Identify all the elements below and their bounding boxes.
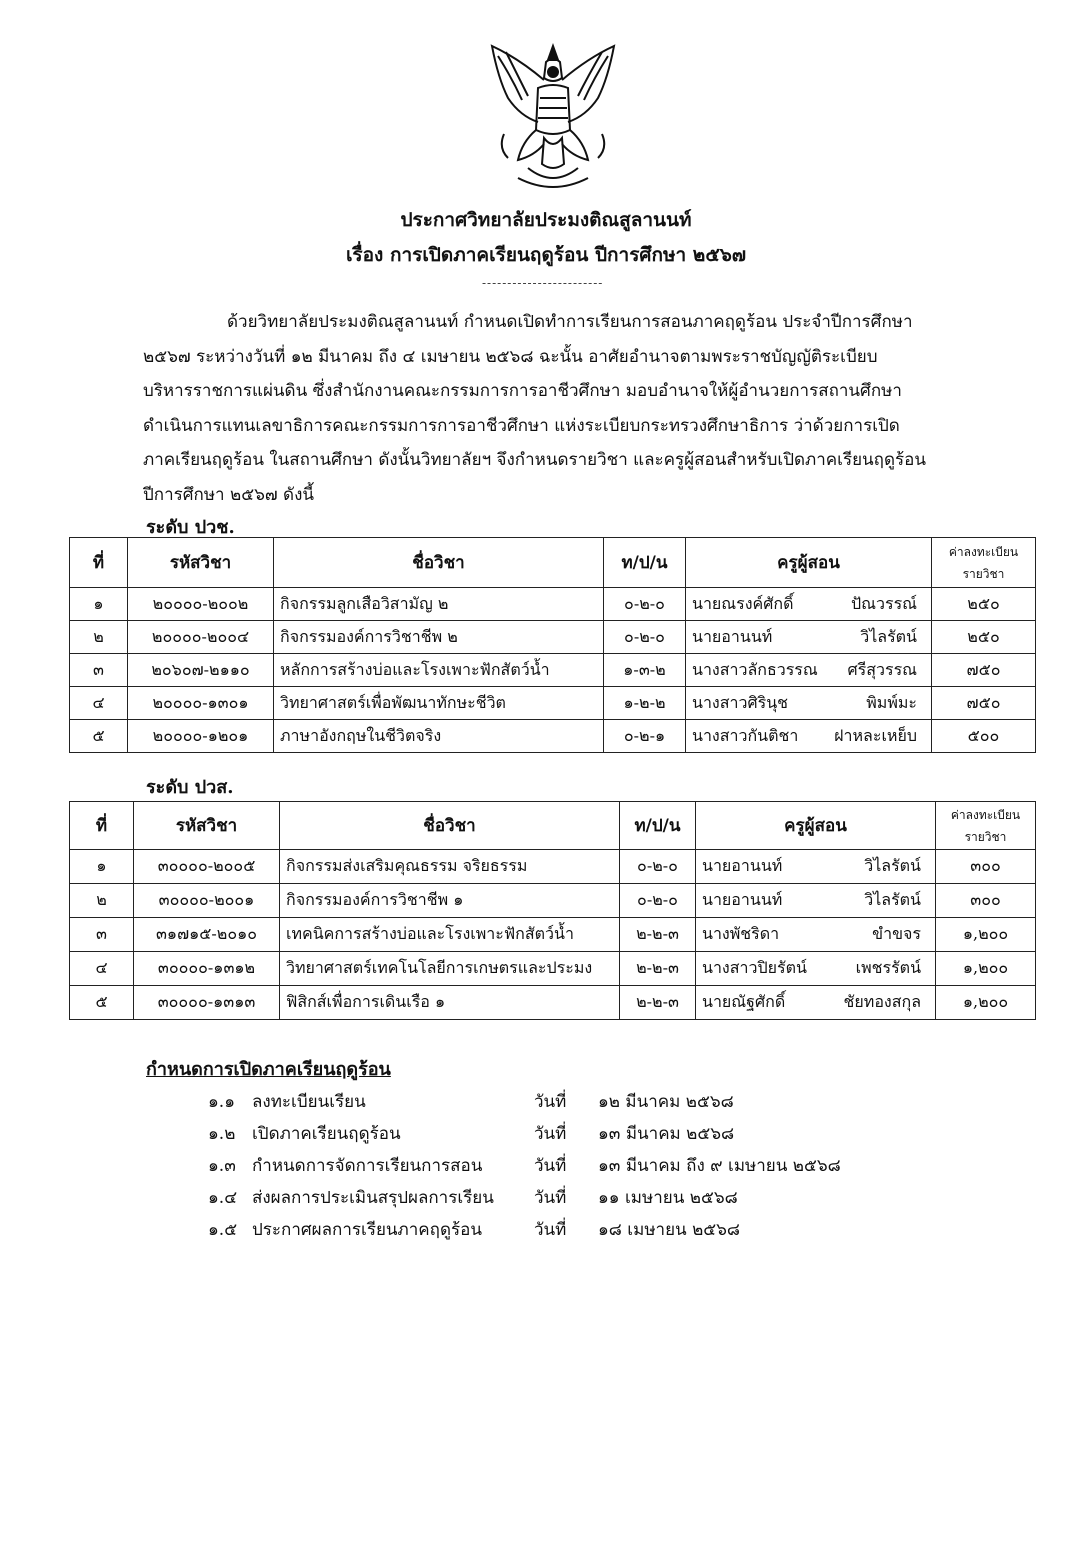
teacher-first-name: นางพัชริดา <box>702 924 780 943</box>
course-name: วิทยาศาสตร์เพื่อพัฒนาทักษะชีวิต <box>274 687 604 720</box>
col-tpn: ท/ป/น <box>604 538 686 588</box>
schedule-item-day-word: วันที่ <box>534 1124 567 1144</box>
table-header-row <box>70 802 1036 850</box>
teacher-first-name: นางสาวลักธวรรณ <box>692 659 818 679</box>
col-code: รหัสวิชา <box>128 538 274 588</box>
course-fee: ๓๐๐ <box>936 884 1036 918</box>
teacher-first-name: นางสาวกันติชา <box>692 725 799 745</box>
schedule-item-label: กำหนดการจัดการเรียนการสอน <box>252 1156 483 1176</box>
teacher-name <box>696 952 936 986</box>
schedule-item-label: ส่งผลการประเมินสรุปผลการเรียน <box>252 1188 494 1208</box>
table-row <box>70 918 1036 952</box>
course-code: ๓๐๐๐๐-๒๐๐๕ <box>134 850 280 884</box>
schedule-item-day-word: วันที่ <box>534 1092 567 1112</box>
teacher-name <box>696 918 936 952</box>
teacher-name <box>686 687 932 720</box>
highvoc-level-label: ระดับ ปวส. <box>146 777 234 798</box>
course-code: ๒๐๐๐๐-๑๒๐๑ <box>128 720 274 753</box>
col-name: ชื่อวิชา <box>274 538 604 588</box>
teacher-first-name: นายอานนท์ <box>692 626 773 646</box>
teacher-last-name: ศรีสุวรรณ <box>847 659 917 679</box>
teacher-name <box>696 884 936 918</box>
teacher-first-name: นายณัฐศักดิ์ <box>702 992 786 1011</box>
course-fee: ๑,๒๐๐ <box>936 918 1036 952</box>
teacher-first-name: นายอานนท์ <box>702 856 783 875</box>
course-code: ๓๐๐๐๐-๒๐๐๑ <box>134 884 280 918</box>
schedule-item-day-word: วันที่ <box>534 1156 567 1176</box>
course-fee: ๒๕๐ <box>932 621 1036 654</box>
course-fee: ๗๕๐ <box>932 687 1036 720</box>
course-tpn: ๑-๓-๒ <box>604 654 686 687</box>
table-row <box>70 850 1036 884</box>
schedule-item-number: ๑.๑ <box>208 1092 235 1112</box>
announcement-body <box>143 305 963 512</box>
col-teacher: ครูผู้สอน <box>686 538 932 588</box>
body-line: ดำเนินการแทนเลขาธิการคณะกรรมการการอาชีวศึกษา แห่งระเบียบกระทรวงศึกษาธิการ ว่าด้วยการเปิด <box>143 415 900 436</box>
row-number: ๑ <box>70 850 134 884</box>
body-line: ภาคเรียนฤดูร้อน ในสถานศึกษา ดังนั้นวิทยาลัยฯ จึงกำหนดรายวิชา และครูผู้สอนสำหรับเปิดภาคเรียนฤดูร้อน <box>143 450 926 470</box>
course-name: กิจกรรมลูกเสือวิสามัญ ๒ <box>274 588 604 621</box>
table-row <box>70 884 1036 918</box>
table-row <box>70 986 1036 1020</box>
teacher-name <box>696 986 936 1020</box>
row-number: ๔ <box>70 952 134 986</box>
teacher-last-name: ชัยทองสกุล <box>843 992 921 1011</box>
table-row <box>70 952 1036 986</box>
table-row <box>70 720 1036 753</box>
teacher-last-name: ฝาหละเหย็บ <box>834 725 917 745</box>
course-tpn: ๒-๒-๓ <box>620 918 696 952</box>
course-tpn: ๒-๒-๓ <box>620 952 696 986</box>
course-tpn: ๐-๒-๐ <box>620 850 696 884</box>
course-name: หลักการสร้างบ่อและโรงเพาะฟักสัตว์น้ำ <box>274 654 604 687</box>
course-fee: ๑,๒๐๐ <box>936 986 1036 1020</box>
announcement-subject: เรื่อง การเปิดภาคเรียนฤดูร้อน ปีการศึกษา ๒๕๖๗ <box>345 244 747 266</box>
course-fee: ๑,๒๐๐ <box>936 952 1036 986</box>
schedule-item-number: ๑.๒ <box>208 1124 236 1144</box>
title-divider: ------------------------ <box>482 276 604 290</box>
course-name: วิทยาศาสตร์เทคโนโลยีการเกษตรและประมง <box>280 952 620 986</box>
col-fee: ค่าลงทะเบียน รายวิชา <box>936 802 1036 850</box>
teacher-last-name: เพชรรัตน์ <box>855 958 921 977</box>
course-code: ๓๐๐๐๐-๑๓๑๒ <box>134 952 280 986</box>
table-row <box>70 687 1036 720</box>
course-name: เทคนิคการสร้างบ่อและโรงเพาะฟักสัตว์น้ำ <box>280 918 620 952</box>
course-fee: ๗๕๐ <box>932 654 1036 687</box>
teacher-name <box>686 588 932 621</box>
schedule-item-date: ๑๘ เมษายน ๒๕๖๘ <box>598 1220 741 1240</box>
course-tpn: ๐-๒-๑ <box>604 720 686 753</box>
schedule-item-label: ประกาศผลการเรียนภาคฤดูร้อน <box>252 1220 482 1240</box>
schedule-item-number: ๑.๔ <box>208 1188 238 1208</box>
teacher-last-name: วิไลรัตน์ <box>864 856 921 875</box>
schedule-item-label: ลงทะเบียนเรียน <box>252 1092 366 1112</box>
teacher-name <box>696 850 936 884</box>
course-fee: ๓๐๐ <box>936 850 1036 884</box>
teacher-first-name: นางสาวศิรินุช <box>692 692 789 712</box>
schedule-item-number: ๑.๓ <box>208 1156 236 1176</box>
body-line: ๒๕๖๗ ระหว่างวันที่ ๑๒ มีนาคม ถึง ๔ เมษายน ๒๕๖๘ ฉะนั้น อาศัยอำนาจตามพระราชบัญญัติระเบียบ <box>143 346 878 367</box>
table-row <box>70 588 1036 621</box>
col-teacher: ครูผู้สอน <box>696 802 936 850</box>
schedule-item-label: เปิดภาคเรียนฤดูร้อน <box>252 1124 401 1144</box>
col-no: ที่ <box>70 802 134 850</box>
row-number: ๓ <box>70 654 128 687</box>
course-name: ฟิสิกส์เพื่อการเดินเรือ ๑ <box>280 986 620 1020</box>
col-name: ชื่อวิชา <box>280 802 620 850</box>
course-code: ๒๐๐๐๐-๒๐๐๒ <box>128 588 274 621</box>
course-fee: ๒๕๐ <box>932 588 1036 621</box>
table-row <box>70 654 1036 687</box>
course-fee: ๕๐๐ <box>932 720 1036 753</box>
course-name: ภาษาอังกฤษในชีวิตจริง <box>274 720 604 753</box>
teacher-last-name: ขำขจร <box>872 924 921 943</box>
schedule-item-date: ๑๑ เมษายน ๒๕๖๘ <box>598 1188 738 1208</box>
schedule-item-day-word: วันที่ <box>534 1188 567 1208</box>
teacher-name <box>686 720 932 753</box>
row-number: ๑ <box>70 588 128 621</box>
col-tpn: ท/ป/น <box>620 802 696 850</box>
teacher-last-name: พิมพ์มะ <box>866 692 917 712</box>
schedule-item-number: ๑.๕ <box>208 1220 238 1240</box>
teacher-last-name: ปัณวรรณ์ <box>850 593 917 613</box>
schedule-item-date: ๑๒ มีนาคม ๒๕๖๘ <box>598 1092 734 1112</box>
teacher-last-name: วิไลรัตน์ <box>864 890 921 909</box>
row-number: ๔ <box>70 687 128 720</box>
row-number: ๓ <box>70 918 134 952</box>
teacher-first-name: นายณรงค์ศักดิ์ <box>692 593 794 613</box>
course-code: ๓๑๗๑๕-๒๐๑๐ <box>134 918 280 952</box>
schedule-item-day-word: วันที่ <box>534 1220 567 1240</box>
row-number: ๒ <box>70 621 128 654</box>
course-tpn: ๑-๒-๒ <box>604 687 686 720</box>
schedule-item-date: ๑๓ มีนาคม ถึง ๙ เมษายน ๒๕๖๘ <box>598 1156 841 1176</box>
col-no: ที่ <box>70 538 128 588</box>
teacher-name <box>686 621 932 654</box>
garuda-emblem-icon <box>478 38 628 198</box>
voc-course-table <box>69 537 1036 753</box>
course-code: ๒๐๐๐๐-๒๐๐๔ <box>128 621 274 654</box>
schedule-item-date: ๑๓ มีนาคม ๒๕๖๘ <box>598 1124 735 1144</box>
announcement-title: ประกาศวิทยาลัยประมงติณสูลานนท์ <box>400 209 692 231</box>
table-row <box>70 621 1036 654</box>
teacher-last-name: วิไลรัตน์ <box>860 626 917 646</box>
table-header-row <box>70 538 1036 588</box>
course-code: ๓๐๐๐๐-๑๓๑๓ <box>134 986 280 1020</box>
body-line: บริหารราชการแผ่นดิน ซึ่งสำนักงานคณะกรรมการการอาชีวศึกษา มอบอำนาจให้ผู้อำนวยการสถานศึกษา <box>143 381 902 401</box>
course-tpn: ๒-๒-๓ <box>620 986 696 1020</box>
row-number: ๕ <box>70 720 128 753</box>
course-code: ๒๐๖๐๗-๒๑๑๐ <box>128 654 274 687</box>
course-name: กิจกรรมองค์การวิชาชีพ ๒ <box>274 621 604 654</box>
teacher-first-name: นายอานนท์ <box>702 890 783 909</box>
col-fee: ค่าลงทะเบียน รายวิชา <box>932 538 1036 588</box>
course-tpn: ๐-๒-๐ <box>604 588 686 621</box>
highvoc-course-table <box>69 801 1036 1020</box>
voc-level-label: ระดับ ปวช. <box>146 517 235 538</box>
body-line: ปีการศึกษา ๒๕๖๗ ดังนี้ <box>143 484 315 505</box>
teacher-first-name: นางสาวปิยรัตน์ <box>702 958 807 977</box>
course-tpn: ๐-๒-๐ <box>604 621 686 654</box>
schedule-heading: กำหนดการเปิดภาคเรียนฤดูร้อน <box>146 1059 391 1080</box>
col-code: รหัสวิชา <box>134 802 280 850</box>
teacher-name <box>686 654 932 687</box>
row-number: ๕ <box>70 986 134 1020</box>
course-name: กิจกรรมส่งเสริมคุณธรรม จริยธรรม <box>280 850 620 884</box>
course-code: ๒๐๐๐๐-๑๓๐๑ <box>128 687 274 720</box>
course-tpn: ๐-๒-๐ <box>620 884 696 918</box>
row-number: ๒ <box>70 884 134 918</box>
course-name: กิจกรรมองค์การวิชาชีพ ๑ <box>280 884 620 918</box>
body-line: ด้วยวิทยาลัยประมงติณสูลานนท์ กำหนดเปิดทำการเรียนการสอนภาคฤดูร้อน ประจำปีการศึกษา <box>227 312 913 332</box>
